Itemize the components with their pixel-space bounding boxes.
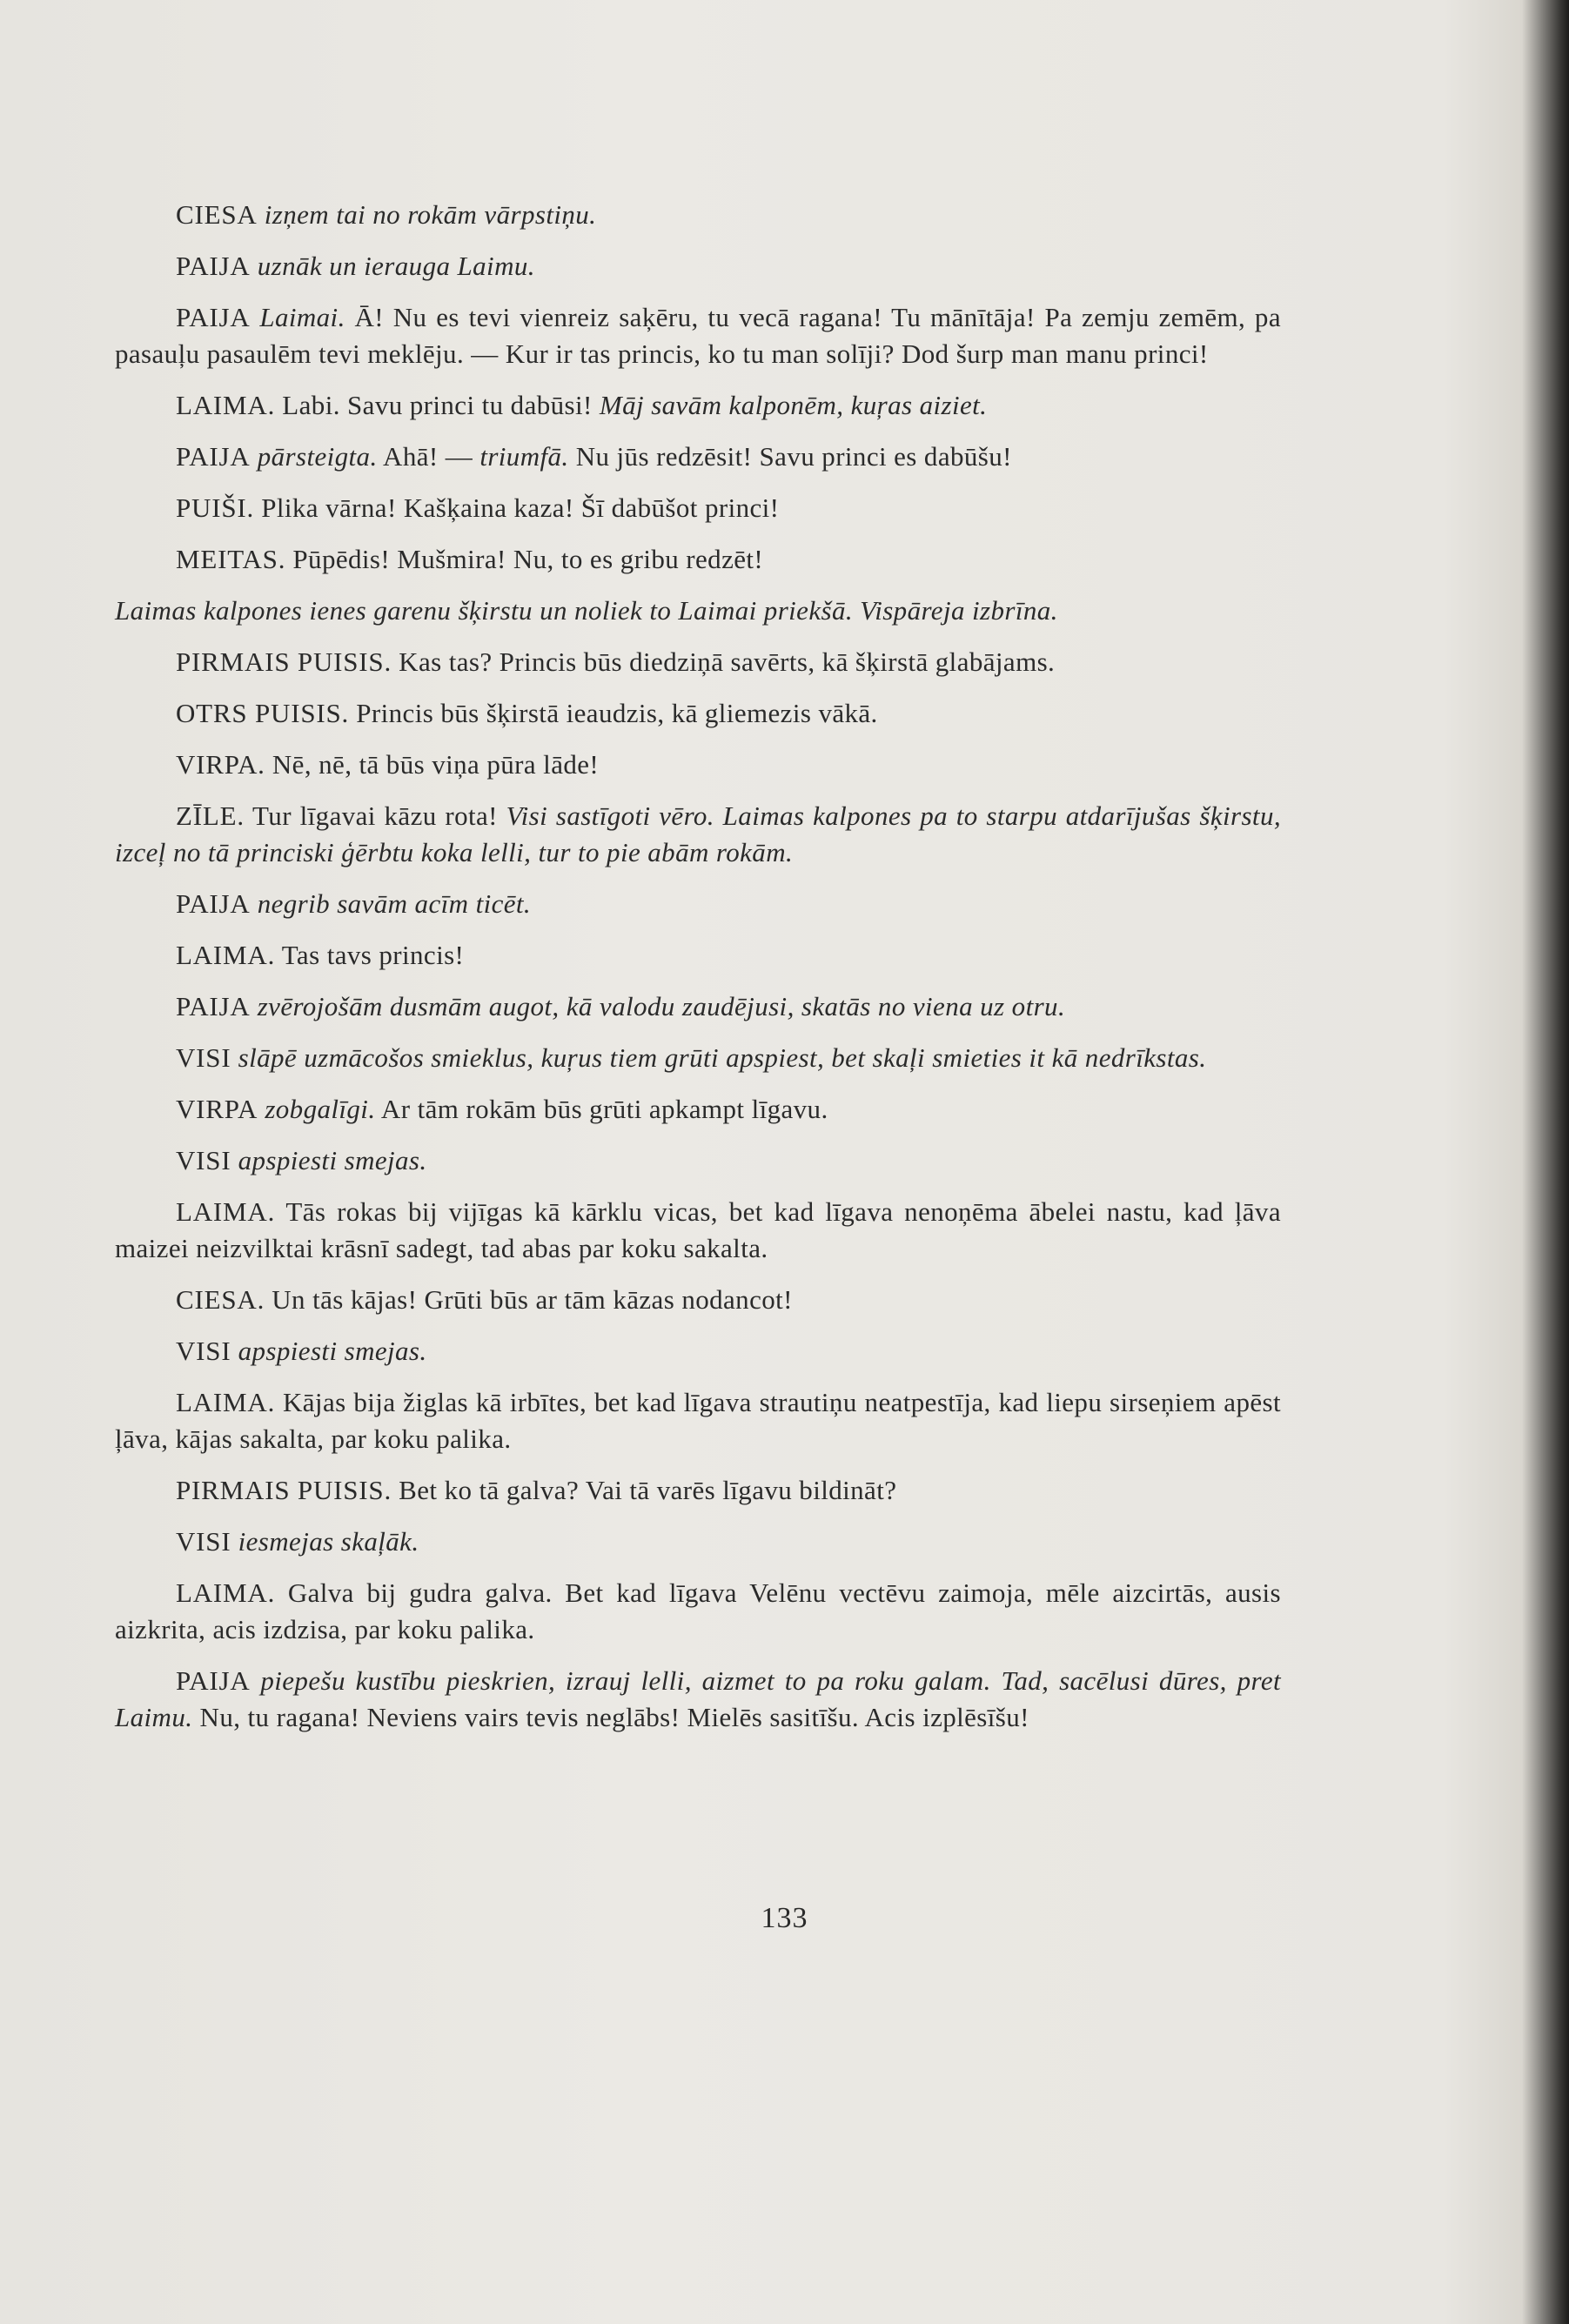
stage-direction: zvērojošām dusmām augot, kā valodu zaudējusi, skatās no viena uz otru. (250, 991, 1066, 1021)
paragraph (115, 798, 1281, 871)
paragraph (115, 1333, 1281, 1370)
page-body-text (115, 197, 1281, 1751)
speaker-name: LAIMA. (176, 1387, 276, 1417)
paragraph (115, 937, 1281, 974)
paragraph (115, 886, 1281, 922)
paragraph (115, 1091, 1281, 1128)
dialogue-text: Ahā! — (377, 441, 480, 472)
speaker-name: PUIŠI. (176, 492, 255, 523)
dialogue-text: Un tās kājas! Grūti būs ar tām kāzas nodancot! (265, 1284, 793, 1315)
dialogue-text: Pūpēdis! Mušmira! Nu, to es gribu redzēt! (285, 544, 764, 574)
speaker-name: PAIJA (176, 251, 251, 281)
speaker-name: VIRPA. (176, 749, 265, 780)
speaker-name: PAIJA (176, 1665, 251, 1696)
dialogue-text: Plika vārna! Kašķaina kaza! Šī dabūšot princi! (254, 492, 780, 523)
stage-direction: izņem tai no rokām vārpstiņu. (257, 199, 597, 230)
paragraph (115, 1575, 1281, 1648)
speaker-name: PIRMAIS PUISIS. (176, 646, 392, 677)
speaker-name: VIRPA (176, 1094, 258, 1124)
speaker-name: LAIMA. (176, 390, 276, 420)
paragraph (115, 1663, 1281, 1736)
speaker-name: LAIMA. (176, 1577, 276, 1608)
paragraph (115, 197, 1281, 233)
speaker-name: MEITAS. (176, 544, 286, 574)
paragraph (115, 1384, 1281, 1457)
dialogue-text: Nu jūs redzēsit! Savu princi es dabūšu! (568, 441, 1012, 472)
speaker-name: PAIJA (176, 991, 251, 1021)
speaker-name: VISI (176, 1336, 231, 1366)
stage-direction: Laimai. (250, 302, 345, 332)
paragraph (115, 1040, 1281, 1076)
paragraph (115, 747, 1281, 783)
paragraph (115, 387, 1281, 424)
dialogue-text: Labi. Savu princi tu dabūsi! (275, 390, 600, 420)
dialogue-text: Nu, tu ragana! Neviens vairs tevis neglābs! Mielēs sasitīšu. Acis izplēsīšu! (192, 1702, 1029, 1732)
paragraph (115, 593, 1281, 629)
dialogue-text: Tās rokas bij vijīgas kā kārklu vicas, bet kad līgava nenoņēma ābelei nastu, kad ļāva maizei neizvilktai krāsnī sadegt, tad abas par koku sakalta. (115, 1196, 1281, 1263)
stage-direction: apspiesti smejas. (231, 1336, 427, 1366)
speaker-name: CIESA (176, 199, 258, 230)
speaker-name: PAIJA (176, 888, 251, 919)
paragraph (115, 1142, 1281, 1179)
page-number: 133 (761, 1902, 808, 1934)
stage-direction: Visi sastīgoti vēro. Laimas kalpones pa to starpu atdarījušas šķirstu, izceļ no tā princiski ģērbtu koka lelli, tur to pie abām rokām. (115, 800, 1281, 867)
paragraph (115, 1194, 1281, 1267)
speaker-name: PIRMAIS PUISIS. (176, 1475, 392, 1505)
stage-direction: Laimas kalpones ienes garenu šķirstu un noliek to Laimai priekšā. Vispāreja izbrīna. (115, 595, 1058, 626)
stage-direction: slāpē uzmācošos smieklus, kuŗus tiem grūti apspiest, bet skaļi smieties it kā nedrīkstas. (231, 1042, 1207, 1073)
stage-direction: piepešu kustību pieskrien, izrauj lelli, aizmet to pa roku galam. Tad, sacēlusi dūres, pret Laimu. (115, 1665, 1281, 1732)
speaker-name: PAIJA (176, 441, 251, 472)
paragraph (115, 695, 1281, 732)
stage-direction: zobgalīgi. (258, 1094, 376, 1124)
speaker-name: ZĪLE. (176, 800, 245, 831)
dialogue-text: Ā! Nu es tevi vienreiz saķēru, tu vecā ragana! Tu mānītāja! Pa zemju zemēm, pa pasauļu pasaulēm tevi meklēju. — Kur ir tas princis, ko tu man solīji? Dod šurp man manu princi! (115, 302, 1281, 369)
dialogue-text: Tur līgavai kāzu rota! (244, 800, 506, 831)
paragraph (115, 644, 1281, 680)
stage-direction: apspiesti smejas. (231, 1145, 427, 1175)
speaker-name: PAIJA (176, 302, 251, 332)
paragraph (115, 490, 1281, 526)
paragraph (115, 1472, 1281, 1509)
speaker-name: VISI (176, 1526, 231, 1557)
stage-direction: triumfā. (479, 441, 569, 472)
dialogue-text: Galva bij gudra galva. Bet kad līgava Velēnu vectēvu zaimoja, mēle aizcirtās, ausis aizkrita, acis izdzisa, par koku palika. (115, 1577, 1281, 1644)
dialogue-text: Tas tavs princis! (275, 940, 465, 970)
dialogue-text: Ar tām rokām būs grūti apkampt līgavu. (375, 1094, 828, 1124)
dialogue-text: Kas tas? Princis būs diedziņā savērts, kā šķirstā glabājams. (392, 646, 1056, 677)
dialogue-text: Bet ko tā galva? Vai tā varēs līgavu bildināt? (392, 1475, 897, 1505)
paragraph (115, 1524, 1281, 1560)
dialogue-text: Nē, nē, tā būs viņa pūra lāde! (265, 749, 600, 780)
paragraph (115, 299, 1281, 372)
dialogue-text: Princis būs šķirstā ieaudzis, kā gliemezis vākā. (349, 698, 878, 728)
paragraph (115, 1282, 1281, 1318)
paragraph (115, 541, 1281, 578)
paragraph (115, 248, 1281, 285)
paragraph (115, 439, 1281, 475)
speaker-name: VISI (176, 1145, 231, 1175)
speaker-name: CIESA. (176, 1284, 265, 1315)
speaker-name: OTRS PUISIS. (176, 698, 350, 728)
stage-direction: pārsteigta. (250, 441, 378, 472)
speaker-name: LAIMA. (176, 940, 276, 970)
speaker-name: LAIMA. (176, 1196, 276, 1227)
stage-direction: iesmejas skaļāk. (231, 1526, 419, 1557)
paragraph (115, 988, 1281, 1025)
dialogue-text: Kājas bija žiglas kā irbītes, bet kad līgava strautiņu neatpestīja, kad liepu sirseņiem apēst ļāva, kājas sakalta, par koku palika. (115, 1387, 1281, 1454)
speaker-name: VISI (176, 1042, 231, 1073)
stage-direction: uznāk un ierauga Laimu. (250, 251, 535, 281)
stage-direction: Māj savām kalponēm, kuŗas aiziet. (599, 390, 988, 420)
stage-direction: negrib savām acīm ticēt. (250, 888, 532, 919)
